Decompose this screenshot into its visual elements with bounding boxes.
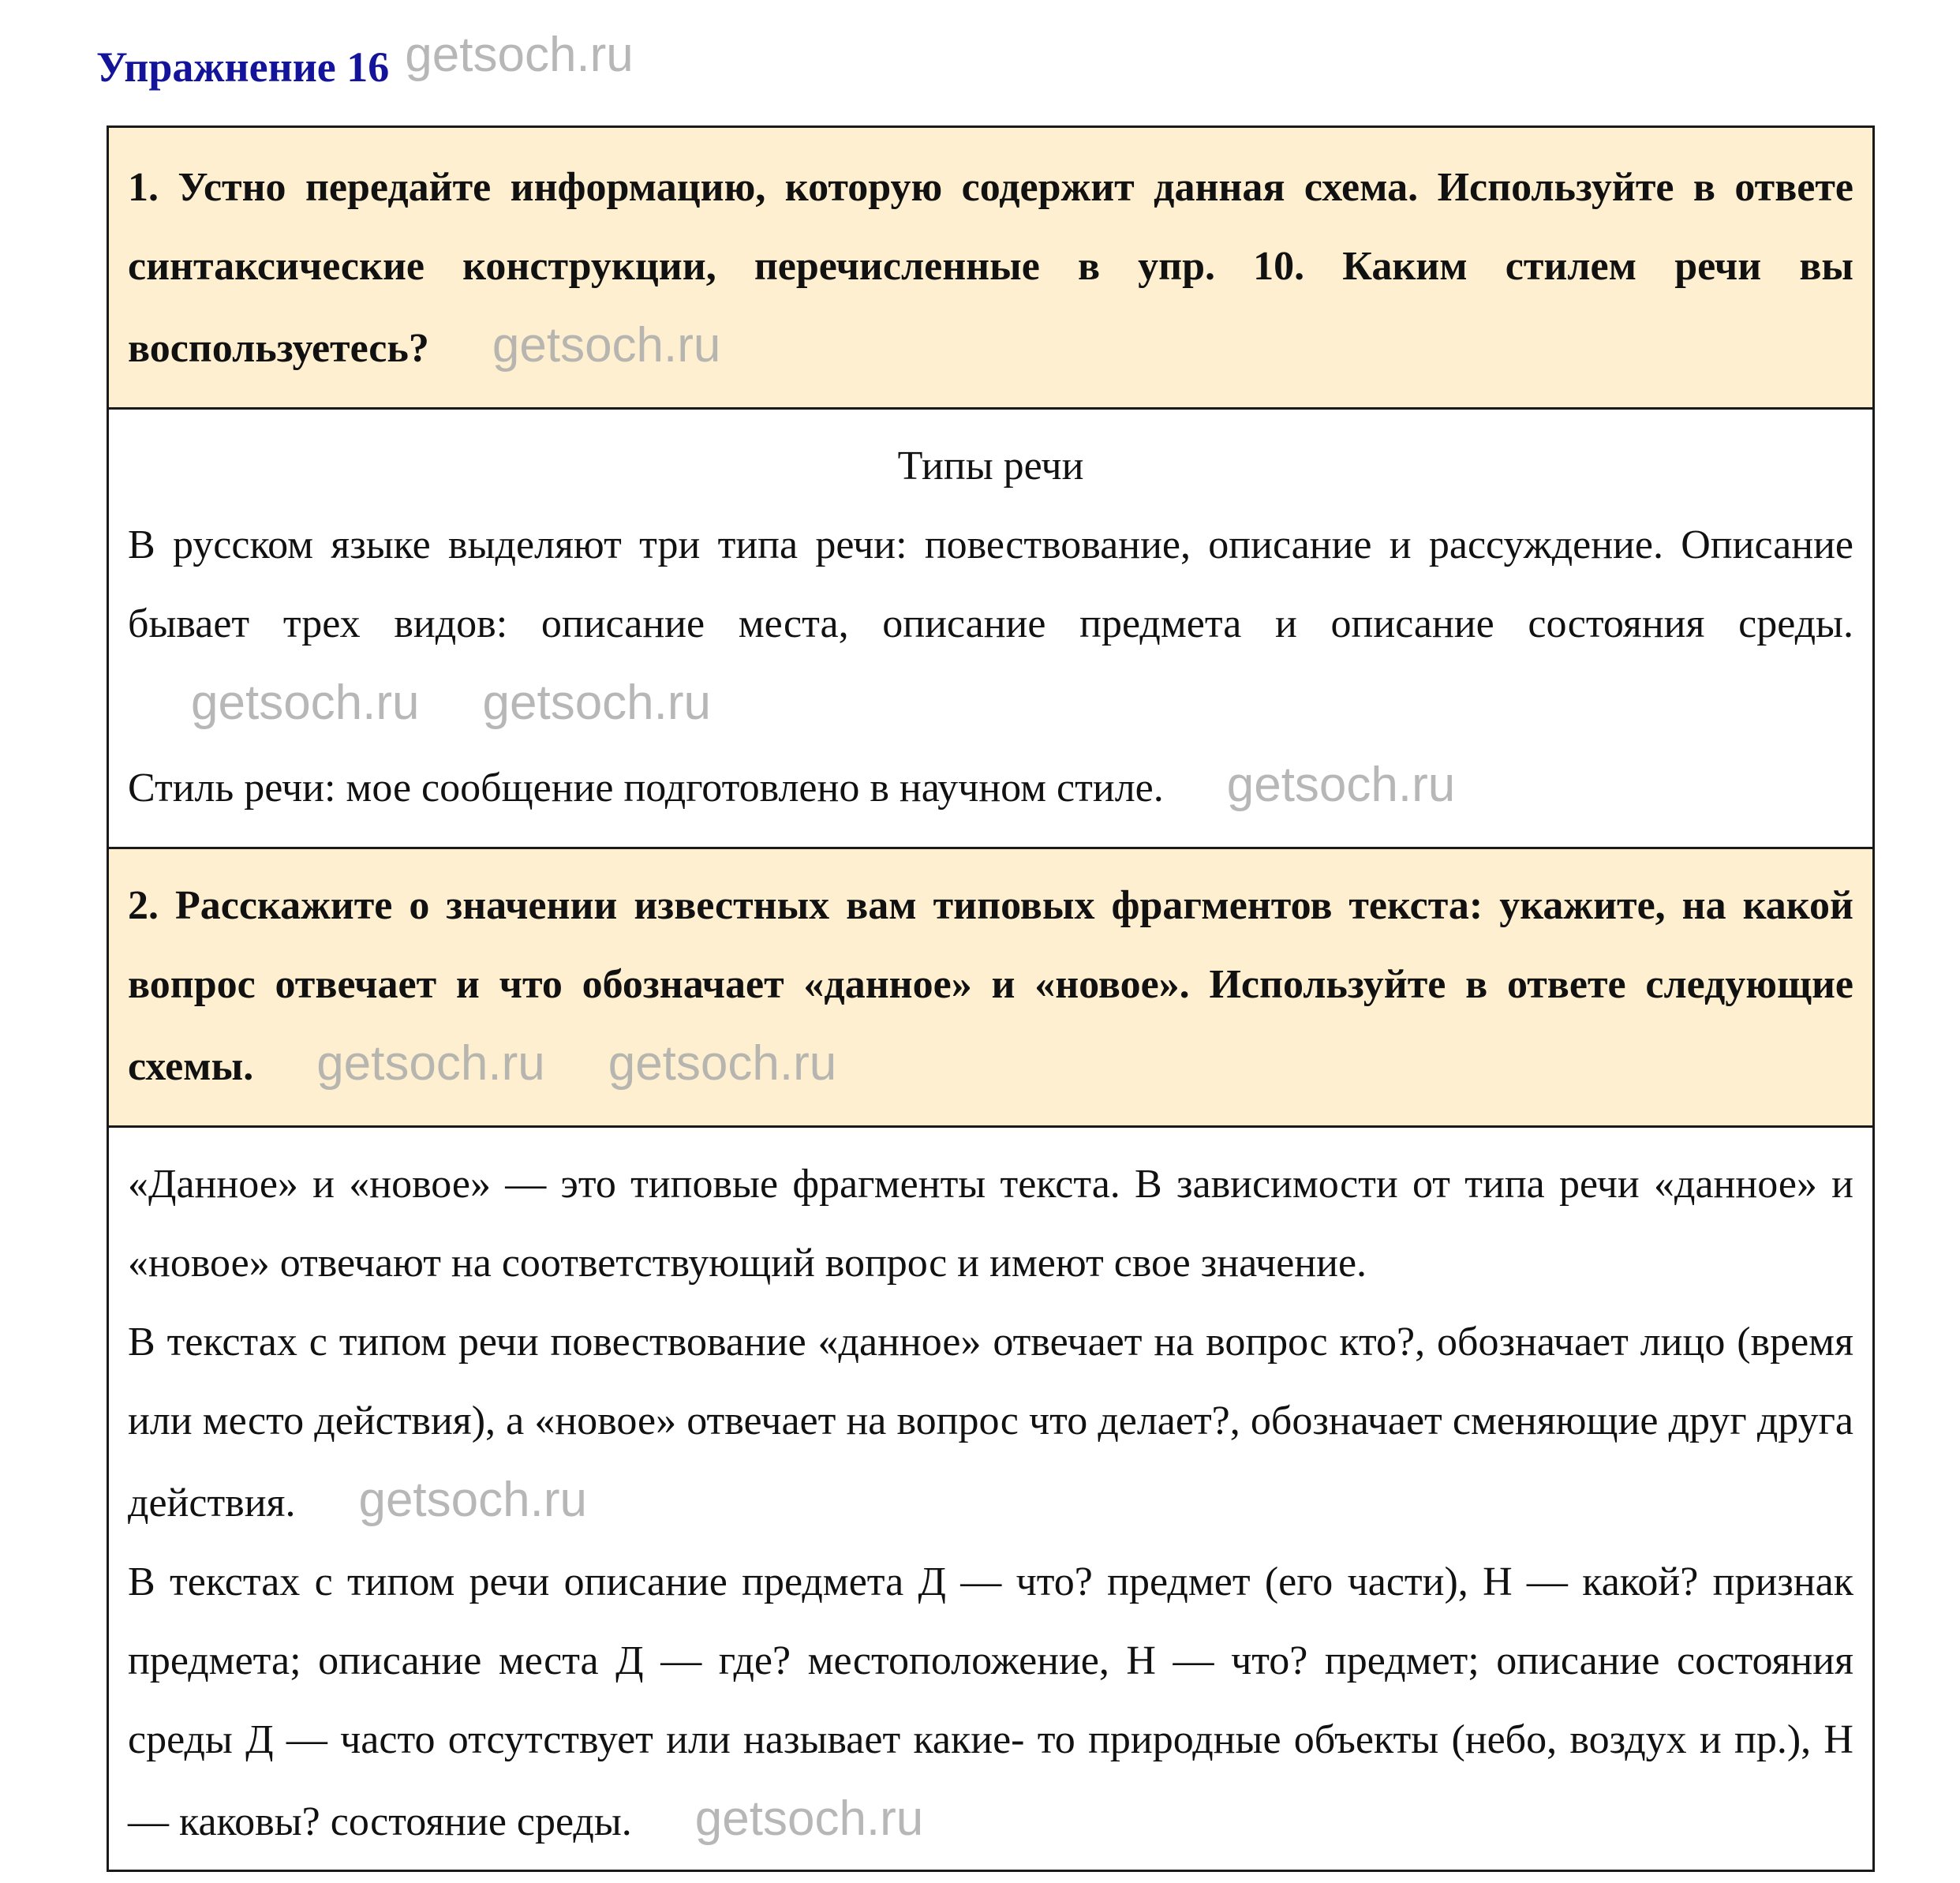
watermark: getsoch.ru	[694, 1791, 924, 1846]
answer-paragraph	[128, 1543, 1853, 1862]
answer-paragraph-text: Стиль речи: мое сообщение подготовлено в научном стиле.	[128, 766, 1164, 810]
watermark: getsoch.ru	[358, 1473, 587, 1527]
task-2-question-text: 2. Расскажите о значении известных вам типовых фрагментов текста: укажите, на какой вопрос отвечает и что обозначает «данное» и «новое». Используйте в ответе следующие схемы.	[128, 883, 1853, 1089]
answer-paragraph	[128, 746, 1853, 828]
watermark: getsoch.ru	[191, 676, 420, 730]
task-2-question	[109, 849, 1872, 1128]
task-2-answer	[109, 1128, 1872, 1870]
task-1-answer	[109, 410, 1872, 849]
watermark: getsoch.ru	[405, 28, 634, 82]
watermark: getsoch.ru	[1226, 758, 1456, 812]
answer-paragraph-text: В текстах с типом речи повествование «данное» отвечает на вопрос кто?, обозначает лицо (время или место действия), а «новое» отвечает на вопрос что делает?, обозначает сменяющие друг друга действия.	[128, 1320, 1853, 1525]
task-1-question-text: 1. Устно передайте информацию, которую содержит данная схема. Используйте в ответе синтаксические конструкции, перечисленные в упр. 10. Каким стилем речи вы воспользуетесь?	[128, 165, 1853, 371]
answer-paragraph-text: В русском языке выделяют три типа речи: повествование, описание и рассуждение. Описание бывает трех видов: описание места, описание предмета и описание состояния среды.	[128, 522, 1853, 646]
watermark: getsoch.ru	[316, 1036, 545, 1091]
exercise-table	[107, 125, 1875, 1872]
exercise-title-text: Упражнение 16	[96, 43, 390, 91]
task-1-question	[109, 128, 1872, 410]
answer-paragraph	[128, 506, 1853, 746]
watermark: getsoch.ru	[492, 318, 721, 372]
exercise-title	[96, 28, 634, 103]
answer-paragraph: «Данное» и «новое» — это типовые фрагменты текста. В зависимости от типа речи «данное» и «новое» отвечают на соответствующий вопрос и имеют свое значение.	[128, 1162, 1853, 1286]
answer-paragraph-text: В текстах с типом речи описание предмета Д — что? предмет (его части), Н — какой? признак предмета; описание места Д — где? местоположение, Н — что? предмет; описание состояния среды Д — часто отсутствует или называет какие- то природные объекты (небо, воздух и пр.), Н — каковы? состояние среды.	[128, 1559, 1853, 1844]
watermark: getsoch.ru	[482, 676, 712, 730]
answer-heading: Типы речи	[897, 444, 1084, 489]
answer-paragraph	[128, 1303, 1853, 1543]
watermark: getsoch.ru	[608, 1036, 837, 1091]
